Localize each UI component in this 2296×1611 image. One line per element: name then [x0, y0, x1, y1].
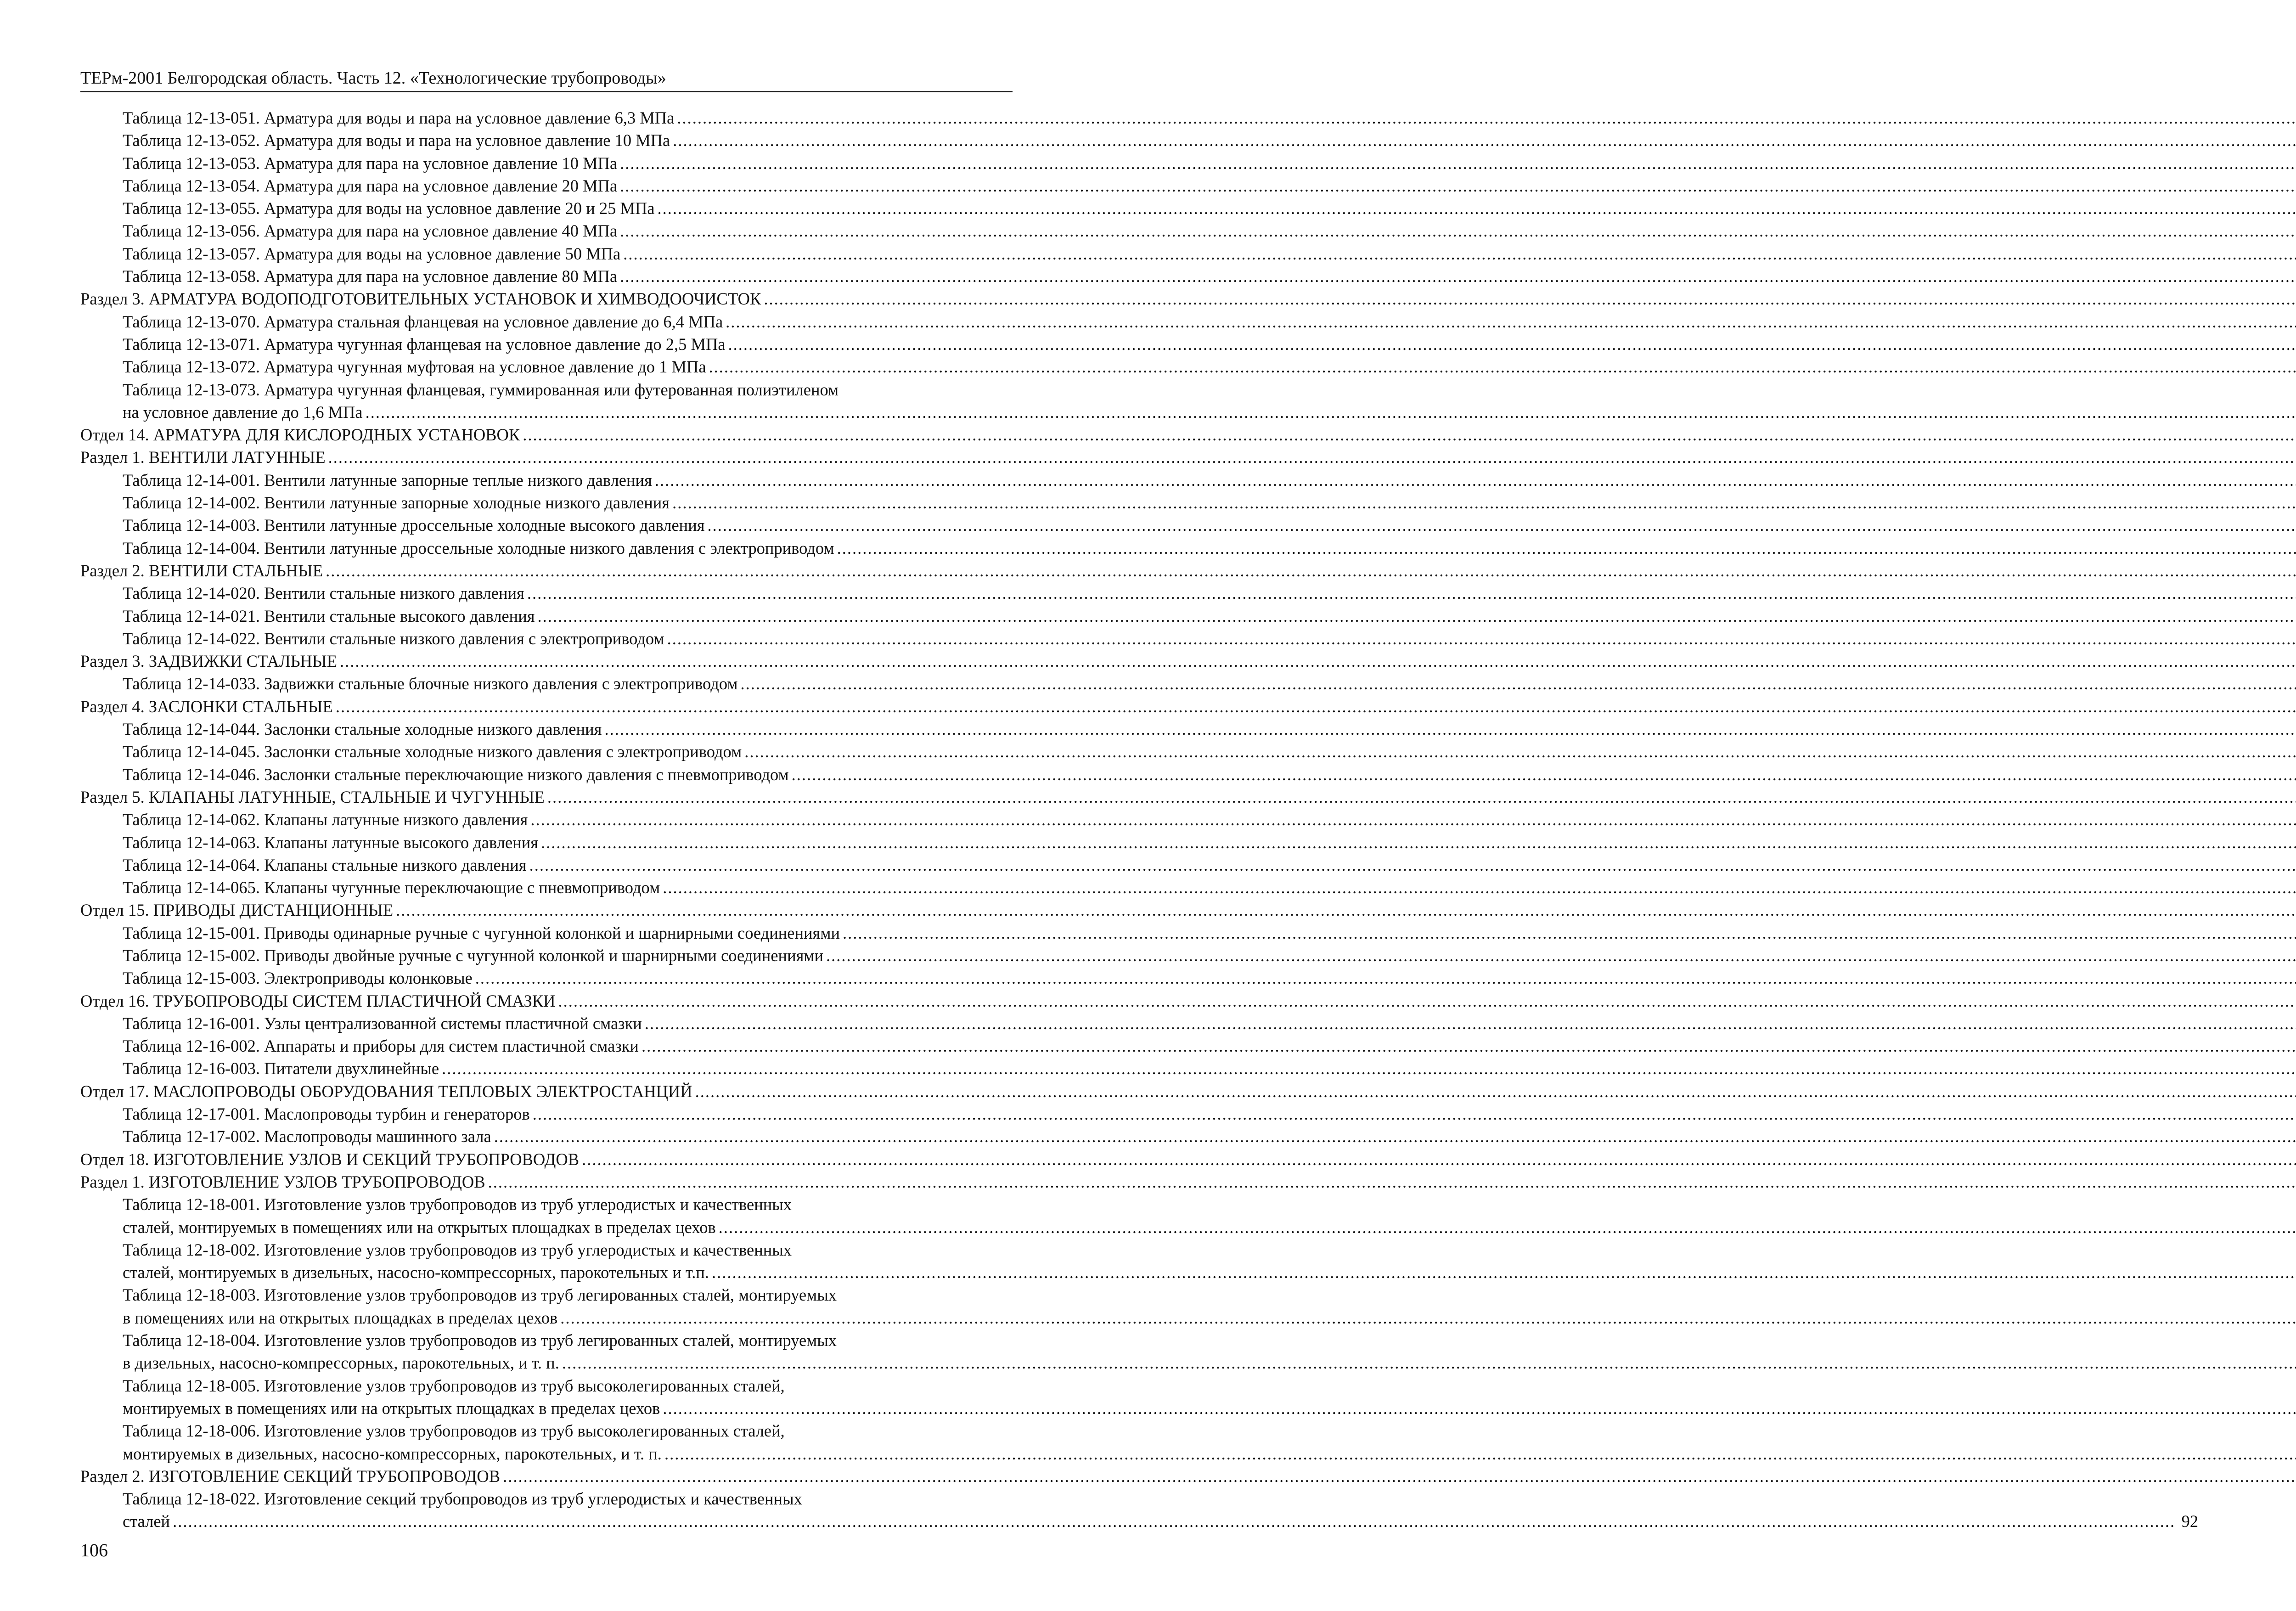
toc-entry-text: Таблица 12-18-004. Изготовление узлов трубопроводов из труб легированных сталей, монтируемых — [123, 1331, 837, 1350]
dot-leader — [503, 1465, 2296, 1487]
toc-entry[interactable] — [80, 1035, 1013, 1057]
toc-entry[interactable] — [80, 491, 1013, 514]
toc-section-entry[interactable] — [80, 650, 1013, 672]
toc-entry-text: Таблица 12-18-005. Изготовление узлов трубопроводов из труб высоколегированных сталей, — [123, 1376, 785, 1395]
toc-entry-continuation: на условное давление до 1,6 МПа — [123, 402, 363, 422]
header-rule — [80, 91, 1013, 92]
dot-leader — [726, 310, 2296, 333]
toc-entry-continuation: сталей, монтируемых в помещениях или на открытых площадках в пределах цехов — [123, 1217, 716, 1237]
toc-entry-text: Таблица 12-13-072. Арматура чугунная муфтовая на условное давление до 1 МПа — [123, 357, 706, 377]
dot-leader — [645, 1012, 2296, 1035]
toc-entry-text: Таблица 12-16-002. Аппараты и приборы для систем пластичной смазки — [123, 1036, 639, 1056]
dot-leader — [560, 1307, 2296, 1329]
dot-leader — [558, 990, 2296, 1012]
toc-entry[interactable] — [80, 220, 1013, 242]
toc-entry[interactable] — [80, 242, 1013, 265]
toc-entry-text: Таблица 12-14-064. Клапаны стальные низкого давления — [123, 855, 527, 874]
toc-entry-text: Раздел 2. ВЕНТИЛИ СТАЛЬНЫЕ — [80, 561, 323, 580]
toc-entry[interactable] — [80, 1352, 1013, 1374]
toc-entry-text: Таблица 12-18-006. Изготовление узлов трубопроводов из труб высоколегированных сталей, — [123, 1421, 785, 1441]
toc-entry-continuation: монтируемых в дизельных, насосно-компрессорных, парокотельных, и т. п. — [123, 1444, 662, 1463]
toc-entry-text: Раздел 5. КЛАПАНЫ ЛАТУННЫЕ, СТАЛЬНЫЕ И ЧУГУННЫЕ — [80, 787, 545, 806]
toc-entry-text: Таблица 12-13-058. Арматура для пара на условное давление 80 МПа — [123, 267, 618, 286]
toc-entry[interactable] — [80, 1307, 1013, 1329]
dot-leader — [667, 627, 2296, 650]
dot-leader — [541, 831, 2296, 854]
dot-leader — [582, 1148, 2296, 1171]
toc-entry-text: Таблица 12-13-054. Арматура для пара на условное давление 20 МПа — [123, 176, 618, 195]
toc-entry[interactable] — [80, 1216, 1013, 1239]
toc-entry[interactable] — [80, 672, 1013, 695]
toc-entry[interactable] — [80, 605, 1013, 627]
toc-entry-text: Таблица 12-14-046. Заслонки стальные переключающие низкого давления с пневмоприводом — [123, 765, 789, 784]
toc-section-entry[interactable] — [80, 1171, 1013, 1193]
toc-entry-text: Таблица 12-17-002. Маслопроводы машинного зала — [123, 1127, 491, 1146]
toc-entry-text: Таблица 12-14-065. Клапаны чугунные переключающие с пневмоприводом — [123, 878, 660, 897]
dot-leader — [695, 1080, 2296, 1103]
toc-entry[interactable] — [80, 107, 1013, 129]
toc-entry[interactable] — [80, 355, 1013, 378]
toc-entry-text: Раздел 2. ИЗГОТОВЛЕНИЕ СЕКЦИЙ ТРУБОПРОВОДОВ — [80, 1466, 501, 1486]
toc-section-entry[interactable] — [80, 423, 1013, 446]
dot-leader — [719, 1216, 2296, 1239]
toc-section-entry[interactable] — [80, 1080, 1013, 1103]
toc-entry[interactable] — [80, 1261, 1013, 1284]
dot-leader — [475, 967, 2296, 989]
toc-entry[interactable] — [80, 265, 1013, 287]
toc-entry-text: Таблица 12-14-003. Вентили латунные дроссельные холодные высокого давления — [123, 516, 705, 535]
toc-entry[interactable] — [80, 854, 1013, 876]
toc-entry[interactable] — [80, 1510, 2199, 1532]
toc-entry[interactable] — [80, 1442, 1013, 1465]
dot-leader — [677, 107, 2296, 129]
dot-leader — [837, 537, 2296, 559]
toc-section-entry[interactable] — [80, 559, 1013, 582]
dot-leader — [326, 559, 2296, 582]
toc-entry-text: Таблица 12-18-001. Изготовление узлов трубопроводов из труб углеродистых и качественных — [123, 1195, 792, 1214]
dot-leader — [547, 786, 2296, 808]
toc-entry-text: Таблица 12-14-002. Вентили латунные запорные холодные низкого давления — [123, 493, 670, 513]
toc-entry-text: Таблица 12-15-003. Электроприводы колонковые — [123, 969, 473, 988]
toc-section-entry[interactable] — [80, 990, 1013, 1012]
page-number: 106 — [80, 1540, 108, 1560]
toc-entry-text: Таблица 12-18-003. Изготовление узлов трубопроводов из труб легированных сталей, монтируемых — [123, 1285, 837, 1305]
toc-entry[interactable] — [80, 333, 1013, 355]
toc-entry[interactable] — [80, 469, 1013, 491]
dot-leader — [663, 876, 2296, 899]
toc-entry-text: Таблица 12-13-070. Арматура стальная фланцевая на условное давление до 6,4 МПа — [123, 312, 723, 331]
toc-entry-text: Таблица 12-13-073. Арматура чугунная фланцевая, гуммированная или футерованная полиэтиленом — [123, 380, 839, 399]
toc-entry-continuation: в дизельных, насосно-компрессорных, парокотельных, и т. п. — [123, 1353, 559, 1373]
toc-entry-text: Таблица 12-15-001. Приводы одинарные ручные с чугунной колонкой и шарнирными соединениями — [123, 923, 840, 942]
dot-leader — [533, 1103, 2296, 1125]
dot-leader — [826, 944, 2296, 967]
dot-leader — [658, 197, 2296, 220]
toc-entry-text: Таблица 12-18-022. Изготовление секций трубопроводов из труб углеродистых и качественных — [123, 1489, 802, 1509]
dot-leader — [620, 265, 2296, 287]
dot-leader — [173, 1510, 2175, 1532]
dot-leader — [529, 854, 2296, 876]
dot-leader — [740, 672, 2296, 695]
toc-entry[interactable] — [80, 582, 1013, 604]
dot-leader — [744, 740, 2296, 763]
toc-entry-text: Раздел 3. ЗАДВИЖКИ СТАЛЬНЫЕ — [80, 652, 338, 671]
toc-section-entry[interactable] — [80, 786, 1013, 808]
toc-entry-text: Таблица 12-13-056. Арматура для пара на условное давление 40 МПа — [123, 221, 618, 241]
toc-entry-text: Таблица 12-13-071. Арматура чугунная фланцевая на условное давление до 2,5 МПа — [123, 334, 726, 354]
toc-entry-text: Отдел 14. АРМАТУРА ДЛЯ КИСЛОРОДНЫХ УСТАНОВОК — [80, 425, 520, 445]
toc-entry[interactable] — [80, 967, 1013, 989]
toc-entry[interactable] — [80, 944, 1013, 967]
dot-leader — [340, 650, 2296, 672]
toc-entry[interactable] — [80, 514, 1013, 536]
toc-entry[interactable] — [80, 1012, 1013, 1035]
toc-section-entry[interactable] — [80, 695, 1013, 718]
dot-leader — [620, 152, 2296, 175]
toc-entry-text: Таблица 12-13-051. Арматура для воды и пара на условное давление 6,3 МПа — [123, 108, 675, 127]
toc-entry-text: Раздел 3. АРМАТУРА ВОДОПОДГОТОВИТЕЛЬНЫХ УСТАНОВОК И ХИМВОДООЧИСТОК — [80, 289, 761, 309]
toc-entry[interactable] — [80, 922, 1013, 944]
toc-entry-text: Таблица 12-13-053. Арматура для пара на условное давление 10 МПа — [123, 153, 618, 173]
table-of-contents — [80, 107, 2199, 1533]
toc-entry-text: Таблица 12-13-057. Арматура для воды на условное давление 50 МПа — [123, 244, 621, 263]
toc-entry[interactable] — [80, 808, 1013, 831]
toc-entry[interactable] — [80, 152, 1013, 175]
toc-entry[interactable] — [80, 627, 1013, 650]
toc-entry-continuation: в помещениях или на открытых площадках в пределах цехов — [123, 1308, 558, 1327]
toc-entry-text: Отдел 17. МАСЛОПРОВОДЫ ОБОРУДОВАНИЯ ТЕПЛОВЫХ ЭЛЕКТРОСТАНЦИЙ — [80, 1082, 692, 1101]
dot-leader — [538, 605, 2296, 627]
toc-entry-text: Таблица 12-14-004. Вентили латунные дроссельные холодные низкого давления с электроприводом — [123, 538, 834, 558]
toc-entry[interactable] — [80, 1103, 1013, 1125]
toc-entry[interactable] — [80, 831, 1013, 854]
dot-leader — [655, 469, 2296, 491]
toc-entry-text: Раздел 4. ЗАСЛОНКИ СТАЛЬНЫЕ — [80, 697, 333, 716]
toc-entry-text: Таблица 12-14-022. Вентили стальные низкого давления с электроприводом — [123, 629, 664, 648]
dot-leader — [562, 1352, 2296, 1374]
toc-entry[interactable] — [80, 197, 1013, 220]
dot-leader — [663, 1397, 2296, 1419]
dot-leader — [728, 333, 2296, 355]
toc-entry-continuation: сталей, монтируемых в дизельных, насосно-компрессорных, парокотельных и т.п. — [123, 1263, 709, 1282]
toc-entry[interactable] — [80, 537, 1013, 559]
dot-leader — [642, 1035, 2296, 1057]
toc-entry[interactable] — [80, 740, 1013, 763]
toc-page-number: 92 — [2181, 1512, 2199, 1531]
toc-entry-text: Таблица 12-13-052. Арматура для воды и пара на условное давление 10 МПа — [123, 131, 670, 150]
toc-entry[interactable] — [80, 1397, 1013, 1419]
running-header: ТЕРм-2001 Белгородская область. Часть 12. «Технологические трубопроводы» — [80, 68, 666, 88]
toc-entry-text: Отдел 18. ИЗГОТОВЛЕНИЕ УЗЛОВ И СЕКЦИЙ ТРУБОПРОВОДОВ — [80, 1149, 580, 1169]
dot-leader — [664, 1442, 2296, 1465]
toc-section-entry[interactable] — [80, 287, 1013, 310]
toc-section-entry[interactable] — [80, 446, 1013, 468]
toc-section-entry[interactable] — [80, 899, 1013, 921]
dot-leader — [843, 922, 2296, 944]
toc-entry[interactable] — [80, 310, 1013, 333]
toc-entry-text: Таблица 12-14-062. Клапаны латунные низкого давления — [123, 810, 528, 829]
dot-leader — [792, 763, 2296, 786]
toc-entry-text: Таблица 12-14-020. Вентили стальные низкого давления — [123, 584, 524, 603]
toc-entry[interactable] — [80, 1057, 1013, 1080]
dot-leader — [604, 718, 2296, 740]
dot-leader — [709, 355, 2296, 378]
dot-leader — [396, 899, 2296, 921]
toc-entry-text: Отдел 16. ТРУБОПРОВОДЫ СИСТЕМ ПЛАСТИЧНОЙ СМАЗКИ — [80, 991, 556, 1010]
toc-entry[interactable] — [80, 718, 1013, 740]
toc-entry-text: Таблица 12-14-021. Вентили стальные высокого давления — [123, 606, 535, 625]
toc-entry-text: Таблица 12-18-002. Изготовление узлов трубопроводов из труб углеродистых и качественных — [123, 1240, 792, 1259]
dot-leader — [494, 1125, 2296, 1148]
dot-leader — [328, 446, 2296, 468]
toc-entry[interactable] — [80, 763, 1013, 786]
toc-entry-text: Таблица 12-13-055. Арматура для воды на условное давление 20 и 25 МПа — [123, 199, 655, 218]
toc-entry-text: Таблица 12-14-045. Заслонки стальные холодные низкого давления с электроприводом — [123, 742, 742, 761]
dot-leader — [673, 129, 2296, 152]
toc-entry[interactable] — [80, 175, 1013, 197]
toc-entry-text: Таблица 12-14-063. Клапаны латунные высокого давления — [123, 833, 539, 852]
toc-entry[interactable] — [80, 876, 1013, 899]
dot-leader — [620, 220, 2296, 242]
toc-entry-text: Таблица 12-14-001. Вентили латунные запорные теплые низкого давления — [123, 470, 652, 490]
toc-entry-continuation: сталей — [123, 1512, 170, 1531]
dot-leader — [764, 287, 2296, 310]
dot-leader — [623, 242, 2296, 265]
toc-entry[interactable] — [80, 401, 1013, 423]
toc-entry[interactable] — [80, 129, 1013, 152]
toc-entry-text: Отдел 15. ПРИВОДЫ ДИСТАНЦИОННЫЕ — [80, 901, 394, 920]
toc-entry-continuation: монтируемых в помещениях или на открытых площадках в пределах цехов — [123, 1398, 660, 1418]
dot-leader — [620, 175, 2296, 197]
toc-entry-text: Таблица 12-14-044. Заслонки стальные холодные низкого давления — [123, 720, 602, 739]
dot-leader — [672, 491, 2296, 514]
dot-leader — [336, 695, 2296, 718]
toc-entry-text: Таблица 12-15-002. Приводы двойные ручные с чугунной колонкой и шарнирными соединениями — [123, 946, 824, 965]
toc-entry-text: Раздел 1. ВЕНТИЛИ ЛАТУННЫЕ — [80, 448, 326, 467]
toc-entry-text: Таблица 12-16-001. Узлы централизованной системы пластичной смазки — [123, 1014, 642, 1033]
toc-section-entry[interactable] — [80, 1148, 1013, 1171]
dot-leader — [527, 582, 2296, 604]
toc-entry[interactable] — [80, 1125, 1013, 1148]
toc-entry-text: Раздел 1. ИЗГОТОВЛЕНИЕ УЗЛОВ ТРУБОПРОВОДОВ — [80, 1172, 485, 1191]
dot-leader — [523, 423, 2296, 446]
dot-leader — [530, 808, 2296, 831]
toc-entry-text: Таблица 12-16-003. Питатели двухлинейные — [123, 1059, 439, 1078]
toc-section-entry[interactable] — [80, 1465, 1013, 1487]
toc-entry-text: Таблица 12-17-001. Маслопроводы турбин и генераторов — [123, 1104, 530, 1124]
dot-leader — [488, 1171, 2296, 1193]
toc-entry-text: Таблица 12-14-033. Задвижки стальные блочные низкого давления с электроприводом — [123, 674, 738, 693]
dot-leader — [712, 1261, 2296, 1284]
dot-leader — [442, 1057, 2296, 1080]
dot-leader — [708, 514, 2296, 536]
dot-leader — [366, 401, 2296, 423]
